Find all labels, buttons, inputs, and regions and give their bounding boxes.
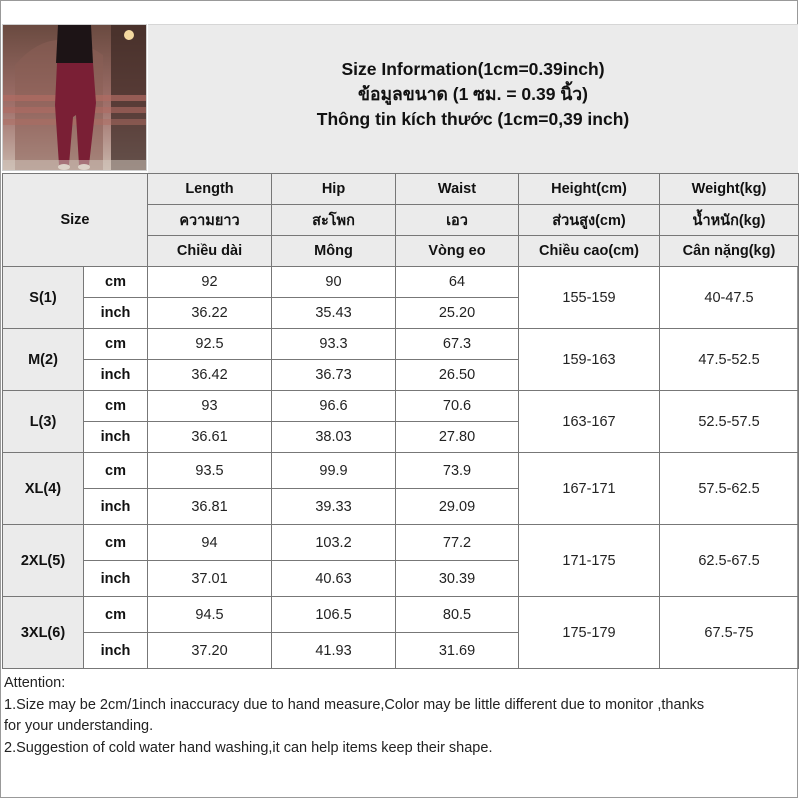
weight-range: 67.5-75 (660, 597, 799, 669)
unit-cm: cm (84, 597, 148, 633)
col-length-en: Length (148, 174, 272, 205)
col-hip-th: สะโพก (272, 205, 396, 236)
height-range: 155-159 (519, 267, 660, 329)
size-label: 2XL(5) (3, 525, 84, 597)
waist-inch: 27.80 (396, 422, 519, 453)
col-weight-vi: Cân nặng(kg) (660, 236, 799, 267)
header-line-vietnamese: Thông tin kích thước (1cm=0,39 inch) (316, 109, 630, 129)
length-inch: 37.20 (148, 633, 272, 669)
size-label: XL(4) (3, 453, 84, 525)
length-inch: 36.61 (148, 422, 272, 453)
attention-note-1a: 1.Size may be 2cm/1inch inaccuracy due to hand measure,Color may be little different due to monitor ,thanks (4, 696, 705, 713)
col-length-vi: Chiều dài (148, 236, 272, 267)
hip-cm: 90 (272, 267, 396, 298)
col-height-en: Height(cm) (519, 174, 660, 205)
weight-range: 57.5-62.5 (660, 453, 799, 525)
hip-inch: 39.33 (272, 489, 396, 525)
unit-inch: inch (84, 422, 148, 453)
hip-cm: 106.5 (272, 597, 396, 633)
hip-cm: 96.6 (272, 391, 396, 422)
length-cm: 94 (148, 525, 272, 561)
waist-cm: 77.2 (396, 525, 519, 561)
length-inch: 37.01 (148, 561, 272, 597)
hip-inch: 38.03 (272, 422, 396, 453)
size-label: L(3) (3, 391, 84, 453)
hip-inch: 36.73 (272, 360, 396, 391)
col-hip-vi: Mông (272, 236, 396, 267)
unit-cm: cm (84, 391, 148, 422)
hip-cm: 93.3 (272, 329, 396, 360)
header-line-thai: ข้อมูลขนาด (1 ซม. = 0.39 นิ้ว) (358, 84, 588, 104)
unit-cm: cm (84, 267, 148, 298)
table-row (3, 453, 799, 489)
height-range: 175-179 (519, 597, 660, 669)
col-height-th: ส่วนสูง(cm) (519, 205, 660, 236)
col-height-vi: Chiều cao(cm) (519, 236, 660, 267)
unit-cm: cm (84, 525, 148, 561)
header-title (148, 57, 798, 132)
hip-inch: 40.63 (272, 561, 396, 597)
size-header: Size (3, 174, 148, 267)
waist-inch: 30.39 (396, 561, 519, 597)
col-waist-vi: Vòng eo (396, 236, 519, 267)
waist-cm: 80.5 (396, 597, 519, 633)
table-row (3, 329, 799, 360)
waist-cm: 73.9 (396, 453, 519, 489)
attention-note-1b: for your understanding. (4, 718, 154, 734)
size-label: S(1) (3, 267, 84, 329)
unit-inch: inch (84, 561, 148, 597)
hip-cm: 103.2 (272, 525, 396, 561)
waist-inch: 31.69 (396, 633, 519, 669)
size-label: 3XL(6) (3, 597, 84, 669)
unit-inch: inch (84, 298, 148, 329)
height-range: 171-175 (519, 525, 660, 597)
col-waist-th: เอว (396, 205, 519, 236)
size-table (2, 173, 799, 669)
height-range: 167-171 (519, 453, 660, 525)
col-hip-en: Hip (272, 174, 396, 205)
table-row (3, 391, 799, 422)
waist-cm: 64 (396, 267, 519, 298)
length-inch: 36.81 (148, 489, 272, 525)
weight-range: 40-47.5 (660, 267, 799, 329)
height-range: 163-167 (519, 391, 660, 453)
col-length-th: ความยาว (148, 205, 272, 236)
unit-inch: inch (84, 633, 148, 669)
hip-cm: 99.9 (272, 453, 396, 489)
waist-cm: 70.6 (396, 391, 519, 422)
hip-inch: 41.93 (272, 633, 396, 669)
weight-range: 62.5-67.5 (660, 525, 799, 597)
product-photo (2, 24, 147, 171)
col-weight-th: น้ำหนัก(kg) (660, 205, 799, 236)
weight-range: 52.5-57.5 (660, 391, 799, 453)
attention-title: Attention: (4, 675, 66, 691)
length-inch: 36.22 (148, 298, 272, 329)
unit-cm: cm (84, 453, 148, 489)
unit-cm: cm (84, 329, 148, 360)
attention-note-2: 2.Suggestion of cold water hand washing,it can help items keep their shape. (4, 739, 493, 756)
col-weight-en: Weight(kg) (660, 174, 799, 205)
length-inch: 36.42 (148, 360, 272, 391)
hip-inch: 35.43 (272, 298, 396, 329)
table-row (3, 267, 799, 298)
product-photo-image (3, 25, 147, 171)
length-cm: 92 (148, 267, 272, 298)
length-cm: 94.5 (148, 597, 272, 633)
waist-inch: 26.50 (396, 360, 519, 391)
waist-inch: 29.09 (396, 489, 519, 525)
length-cm: 93 (148, 391, 272, 422)
attention-notes (4, 673, 796, 759)
length-cm: 93.5 (148, 453, 272, 489)
unit-inch: inch (84, 489, 148, 525)
size-label: M(2) (3, 329, 84, 391)
waist-inch: 25.20 (396, 298, 519, 329)
col-waist-en: Waist (396, 174, 519, 205)
weight-range: 47.5-52.5 (660, 329, 799, 391)
table-row (3, 525, 799, 561)
height-range: 159-163 (519, 329, 660, 391)
table-row (3, 597, 799, 633)
header-line-english: Size Information(1cm=0.39inch) (341, 59, 605, 79)
unit-inch: inch (84, 360, 148, 391)
length-cm: 92.5 (148, 329, 272, 360)
waist-cm: 67.3 (396, 329, 519, 360)
